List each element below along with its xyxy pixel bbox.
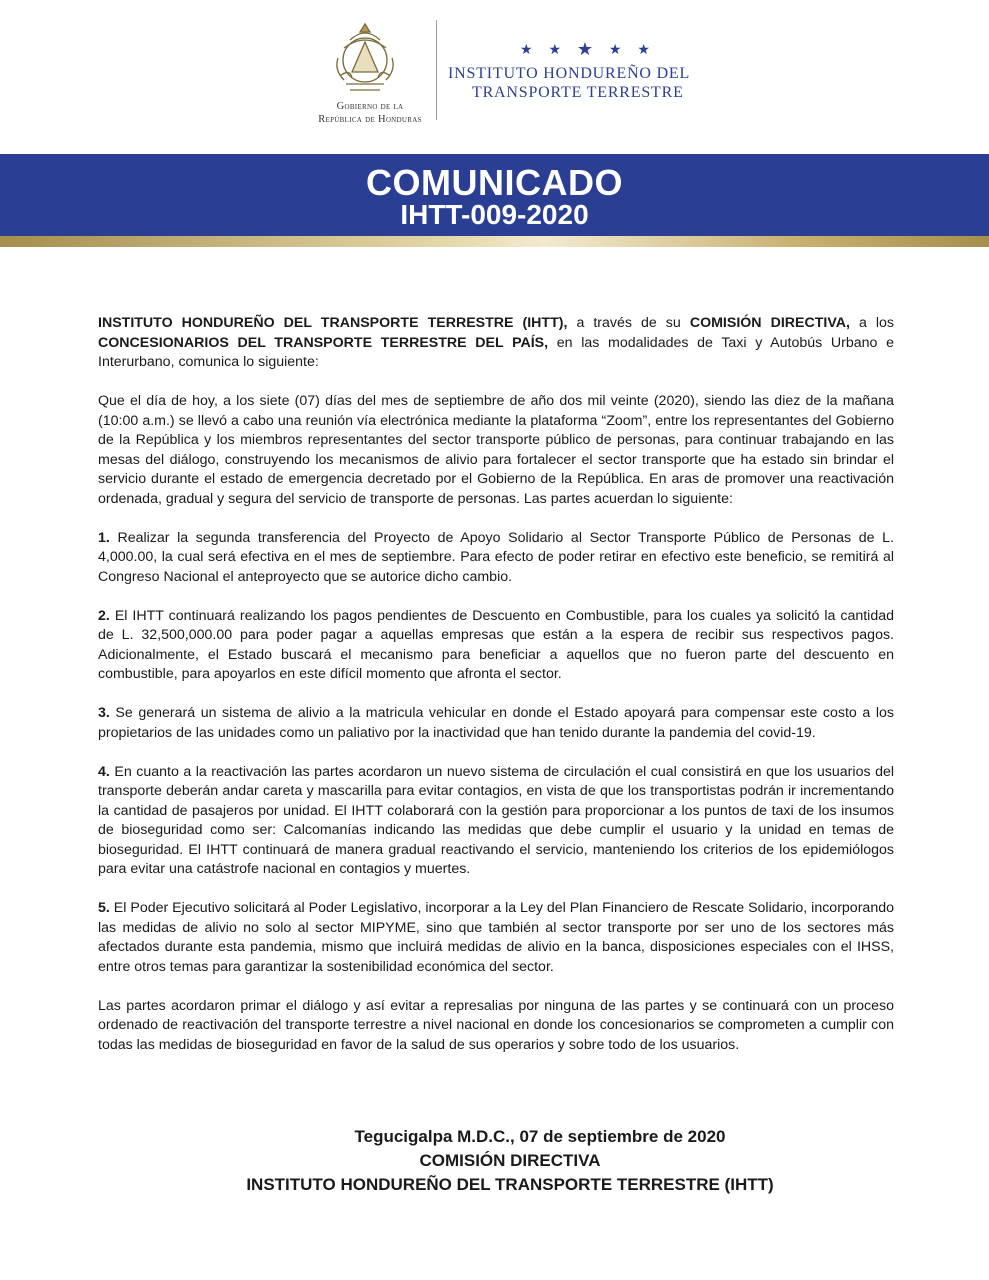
intro-text-3: en las modalidades de Taxi y Autobús Urbano e Interurbano, comunica lo siguiente: — [98, 334, 894, 370]
point-2-text: El IHTT continuará realizando los pagos pendientes de Descuento en Combustible, para los cuales ya solicitó la cantidad de L. 32,500,000.00 para poder pagar a aquellas empresas que están a la espera de recibir sus respectivos pagos. Adicionalmente, el Estado buscará el mecanismo para beneficiar a aquellos que no fueron parte del descuento en combustible, para apoyarlos en este difícil momento que afronta el sector. — [98, 607, 894, 682]
closing-paragraph: Las partes acordaron primar el diálogo y así evitar a represalias por ninguna de las partes y se continuará con un proceso ordenado de reactivación del transporte terrestre a nivel nacional en donde los concesionarios se comprometen a cumplir con todas las medidas de bioseguridad en favor de la salud de sus operarios y sobre todo de los usuarios. — [98, 997, 894, 1053]
logo-divider — [436, 20, 437, 120]
coat-of-arms-icon — [330, 18, 400, 98]
signatory-2: INSTITUTO HONDUREÑO DEL TRANSPORTE TERRESTRE (IHTT) — [246, 1175, 774, 1194]
ihtt-logo-line-1: INSTITUTO HONDUREÑO DEL — [448, 65, 691, 82]
intro-paragraph — [98, 314, 894, 373]
point-2-number: 2. — [98, 607, 110, 624]
point-5-text: El Poder Ejecutivo solicitará al Poder Legislativo, incorporar a la Ley del Plan Financiero de Rescate Solidario, incorporando las medidas de alivio no solo al sector MIPYME, sino que también al sector transporte por ser uno de los sectores más afectados durante esta pandemia, mismo que incluirá medidas de alivio en la banca, disposiciones especiales con el IHSS, entre otros temas para garantizar la sostenibilidad económica del sector. — [98, 900, 894, 975]
gov-logo-line-2: República de Honduras — [318, 114, 422, 125]
place-date: Tegucigalpa M.D.C., 07 de septiembre de 2020 — [354, 1127, 726, 1146]
stars-icon: ★ ★ ★ ★ ★ — [520, 39, 656, 59]
point-3 — [98, 704, 894, 743]
government-logo — [300, 18, 440, 128]
government-logo-text — [300, 100, 440, 126]
intro-bold-1: INSTITUTO HONDUREÑO DEL TRANSPORTE TERRESTRE (IHTT), — [98, 315, 568, 331]
banner-gold-stripe — [0, 236, 989, 247]
point-1 — [98, 529, 894, 588]
point-5-number: 5. — [98, 900, 110, 916]
point-3-number: 3. — [98, 705, 110, 721]
point-2 — [98, 607, 894, 685]
intro-bold-2: COMISIÓN DIRECTIVA, — [689, 315, 850, 331]
gov-logo-line-1: Gobierno de la — [336, 101, 404, 112]
point-4 — [98, 763, 894, 880]
intro-text-2: a los — [849, 315, 895, 331]
point-3-text: Se generará un sistema de alivio a la matricula vehicular en donde el Estado apoyará para compensar este costo a los propietarios de las unidades como un paliativo por la inactividad que han tenido durante la pandemia del covid-19. — [98, 705, 894, 741]
intro-text-1: a través de su — [567, 315, 690, 331]
point-4-number: 4. — [98, 763, 110, 780]
paragraph-1: Que el día de hoy, a los siete (07) días del mes de septiembre de año dos mil veinte (2020), siendo las diez de la mañana (10:00 a.m.) se llevó a cabo una reunión vía electrónica mediante la plataforma “Zoom”, entre los representantes del Gobierno de la República y los miembros representantes del sector transporte público de personas, para continuar trabajando en las mesas del diálogo, construyendo los mecanismos de alivio para fortalecer el sector transporte que ha estado sin brindar el servicio durante el estado de emergencia decretado por el Gobierno de la República. En aras de promover una reactivación ordenada, gradual y segura del servicio de transporte de personas. Las partes acuerdan lo siguiente: — [98, 393, 894, 507]
point-1-number: 1. — [98, 529, 110, 546]
banner-subtitle: IHTT-009-2020 — [400, 199, 589, 230]
signature-block — [150, 1125, 870, 1197]
point-5 — [98, 899, 894, 977]
intro-bold-3: CONCESIONARIOS DEL TRANSPORTE TERRESTRE DEL PAÍS, — [98, 334, 549, 351]
banner-title: COMUNICADO — [366, 162, 623, 203]
point-1-text: Realizar la segunda transferencia del Proyecto de Apoyo Solidario al Sector Transporte Público de Personas de L. 4,000.00, la cual será efectiva en el mes de septiembre. Para efecto de poder retirar en efectivo este beneficio, se remitirá al Congreso Nacional el anteproyecto que se autorice dicho cambio. — [98, 529, 894, 585]
communique-body — [98, 314, 894, 1075]
point-4-text: En cuanto a la reactivación las partes acordaron un nuevo sistema de circulación el cual consistirá en que los usuarios del transporte deberán andar careta y mascarilla para evitar contagios, en vista de que los transportistas podrán ir incrementando la cantidad de pasajeros por unidad. El IHTT colaborará con la gestión para proporcionar a los puntos de taxi de los insumos de bioseguridad como ser: Calcomanías indicando las medidas que debe cumplir el usuario y la unidad en temas de bioseguridad. El IHTT continuará de manera gradual reactivando el servicio, manteniendo los criterios de los epidemiólogos para evitar una catástrofe nacional en contagios y muertes. — [98, 763, 894, 877]
ihtt-logo-line-2: TRANSPORTE TERRESTRE — [472, 84, 684, 101]
signatory-1: COMISIÓN DIRECTIVA — [419, 1151, 601, 1170]
